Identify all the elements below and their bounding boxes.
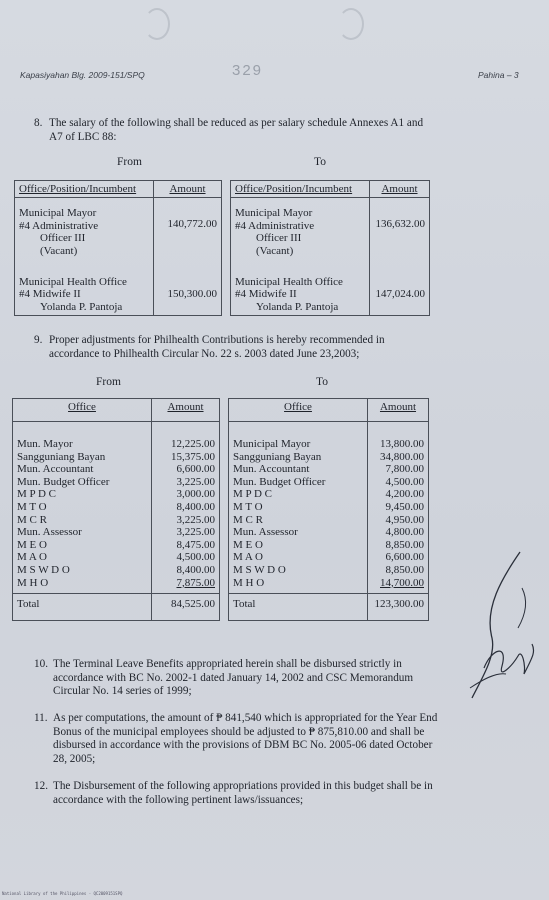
amount-list [152,422,220,594]
salary-to-table [230,180,430,316]
office-name: M T O [17,500,47,513]
office-name: Mun. Budget Officer [17,475,110,488]
scan-footer: National Library of the Philippines · QC2009151SPQ [2,891,123,896]
office-name: M E O [17,538,47,551]
office-list [229,422,368,594]
item-text-line: 28, 2005; [53,752,96,765]
to-label: To [316,376,328,388]
item-text-line: disbursed in accordance with the provisions of DBM BC No. 2005-06 dated October [53,739,433,751]
office-name: Mun. Assessor [17,526,82,539]
amount-value: 8,475.00 [176,538,215,551]
handwritten-signature [462,548,542,708]
item-12 [34,780,464,807]
binder-hole-mark [144,8,170,40]
office-name: M P D C [17,488,57,501]
office-name: M C R [233,513,263,526]
column-header: Office/Position/Incumbent [231,181,370,198]
item-text-line: As per computations, the amount of ₱ 841,540 which is appropriated for the Year End [53,712,438,724]
office-name: M P D C [233,488,273,501]
amount-value: 8,400.00 [176,500,215,513]
amount-value: 7,875.00 [176,576,215,589]
item-text-line: accordance with the following pertinent laws/issuances; [53,793,304,806]
column-header: Amount [154,181,222,198]
page-stamp-number: 329 [232,62,264,79]
amount-value: 14,700.00 [380,576,424,589]
column-header: Office [13,399,152,422]
office-name: Municipal Mayor [233,438,311,450]
amount-value: 4,200.00 [385,488,424,501]
amount-value: 4,500.00 [176,551,215,564]
table-row [229,422,429,594]
philhealth-from-table [12,398,220,621]
from-label: From [96,376,121,388]
office-name: M H O [233,576,265,589]
item-number: 12. [34,780,48,792]
item-text-line: A7 of LBC 88: [49,130,117,143]
office-name: Sangguniang Bayan [233,450,322,463]
table-row: Municipal Mayor #4 Administrative Officer III (Vacant) 136,632.00 [231,198,430,274]
office-name: Mun. Assessor [233,526,298,539]
office-name: Mun. Budget Officer [233,475,326,488]
amount-value: 34,800.00 [380,450,424,463]
amount-value: 3,000.00 [176,488,215,501]
total-row: Total 84,525.00 [13,594,220,621]
amount-value: 3,225.00 [176,513,215,526]
item-9 [34,334,464,361]
amount-value: 6,600.00 [385,551,424,564]
office-name: M T O [233,500,263,513]
philhealth-to-table [228,398,429,621]
to-label: To [314,156,326,168]
office-name: Mun. Accountant [17,463,94,476]
column-header: Amount [368,399,429,422]
item-number: 9. [34,334,43,346]
amount-value: 12,225.00 [171,438,215,450]
office-name: M S W D O [233,563,286,576]
resolution-number: Kapasiyahan Blg. 2009-151/SPQ [20,70,145,80]
item-11 [34,712,464,766]
amount-value: 6,600.00 [176,463,215,476]
amount-value: 4,800.00 [385,526,424,539]
item-text-line: accordance to Philhealth Circular No. 22 s. 2003 dated June 23,2003; [49,347,360,360]
amount-value: 3,225.00 [176,475,215,488]
item-number: 8. [34,117,43,129]
office-name: M C R [17,513,47,526]
office-name: Mun. Mayor [17,438,73,450]
office-name: M A O [17,551,47,564]
amount-value: 4,950.00 [385,513,424,526]
office-name: Mun. Accountant [233,463,310,476]
binder-hole-mark [338,8,364,40]
office-name: M A O [233,551,263,564]
from-label: From [117,156,142,168]
item-text-line: The Disbursement of the following appropriations provided in this budget shall be in [53,780,433,792]
item-text-line: Bonus of the municipal employees should be adjusted to ₱ 875,810.00 and shall be [53,725,425,738]
item-number: 10. [34,658,48,670]
table-row: Municipal Mayor #4 Administrative Officer III (Vacant) 140,772.00 [15,198,222,274]
amount-value: 13,800.00 [380,438,424,450]
column-header: Office/Position/Incumbent [15,181,154,198]
salary-from-table [14,180,222,316]
table-row: Municipal Health Office #4 Midwife II Yolanda P. Pantoja 150,300.00 [15,274,222,316]
office-list [13,422,152,594]
office-name: M S W D O [17,563,70,576]
column-header: Amount [152,399,220,422]
office-name: M E O [233,538,263,551]
amount-value: 3,225.00 [176,526,215,539]
item-number: 11. [34,712,48,724]
amount-value: 9,450.00 [385,500,424,513]
amount-value: 8,400.00 [176,563,215,576]
total-row: Total 123,300.00 [229,594,429,621]
table-row [13,422,220,594]
amount-list [368,422,429,594]
office-name: M H O [17,576,49,589]
item-8 [34,117,464,144]
page-label: Pahina – 3 [478,70,519,80]
item-text-line: Circular No. 14 series of 1999; [53,685,192,697]
amount-value: 8,850.00 [385,538,424,551]
column-header: Office [229,399,368,422]
office-name: Sangguniang Bayan [17,450,106,463]
amount-value: 4,500.00 [385,475,424,488]
item-text-line: The Terminal Leave Benefits appropriated herein shall be disbursed strictly in [53,658,402,670]
table-row: Municipal Health Office #4 Midwife II Yolanda P. Pantoja 147,024.00 [231,274,430,316]
item-text-line: Proper adjustments for Philhealth Contributions is hereby recommended in [49,334,385,346]
amount-value: 8,850.00 [385,563,424,576]
amount-value: 15,375.00 [171,450,215,463]
column-header: Amount [370,181,430,198]
item-10 [34,658,464,699]
item-text-line: The salary of the following shall be reduced as per salary schedule Annexes A1 and [49,117,424,129]
amount-value: 7,800.00 [385,463,424,476]
item-text-line: accordance with BC No. 2002-1 dated January 14, 2002 and CSC Memorandum [53,671,414,684]
